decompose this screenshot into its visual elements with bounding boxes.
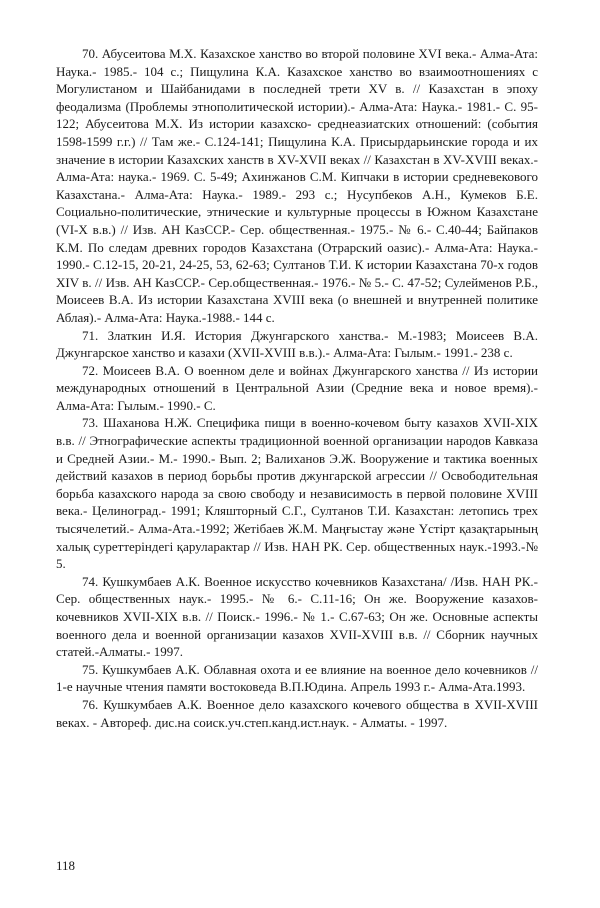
- reference-entry-75: 75. Кушкумбаев А.К. Облавная охота и ее влияние на военное дело кочевников // 1-е научные чтения памяти востоковеда В.П.Юдина. Апрель 1993 г.- Алма-Ата.1993.: [56, 661, 538, 695]
- reference-entry-73: 73. Шаханова Н.Ж. Специфика пищи в военно-кочевом быту казахов XVII-XIX в.в. // Этнографические аспекты традиционной военной организации народов Кавказа и Средней Азии.- М.- 1990.- Вып. 2; Валиханов Э.Ж. Вооружение и тактика военных действий казахов в период борьбы против джунгарской агрессии // Освободительная борьба казахского народа за свою свободу и независимость в первой половине XVIII века.- Целиноград.- 1991; Кляшторный С.Г., Султанов Т.И. Казахстан: летопись трех тысячелетий.- Алма-Ата.-1992; Жетібаев Ж.М. Маңғыстау және Үстірт қазақтарының халық суреттеріндегі қаруларактар // Изв. НАН РК. Сер. общественных наук.-1993.-№ 5.: [56, 415, 538, 572]
- bibliography-text: [56, 45, 538, 731]
- reference-entry-74: 74. Кушкумбаев А.К. Военное искусство кочевников Казахстана/ /Изв. НАН РК.- Сер. общественных наук.- 1995.- № 6.- С.11-16; Он же. Вооружение казахов-кочевников XVII-XIX в.в. // Поиск.- 1996.- № 1.- С.67-63; Он же. Основные аспекты военного дела и военной организации казахов XVII-XVIII в.в. // Сборник научных статей.-Алматы.- 1997.: [56, 573, 538, 660]
- page-number: 118: [56, 858, 76, 873]
- reference-entry-70: 70. Абусеитова М.Х. Казахское ханство во второй половине XVI века.- Алма-Ата: Наука.- 1985.- 104 с.; Пищулина К.А. Казахское ханство во взаимоотношениях с Могулистаном и Шайбанидами в последней трети XV в. // Казахстан в эпоху феодализма (Проблемы этнополитической истории).- Алма-Ата: Наука.- 1981.- С. 95-122; Абусеитова М.Х. Из истории казахско- среднеазиатских отношений: (события 1598-1599 г.г.) // Там же.- С.124-141; Пищулина К.А. Присырдарьинские города и их значение в истории Казахских ханств в XV-XVII веках // Казахстан в XV-XVIII веках.- Алма-Ата: наука.- 1969. С. 5-49; Ахинжанов С.М. Кипчаки в истории средневекового Казахстана.- Алма-Ата: Наука.- 1989.- 293 с.; Нусупбеков А.Н., Кумеков Б.Е. Социально-политические, этнические и культурные процессы в Южном Казахстане (VI-X в.в.) // Изв. АН КазССР.- Сер. общественная.- 1975.- № 6.- С.40-44; Байпаков К.М. По следам древних городов Казахстана (Отрарский оазис).- Алма-Ата: Наука.- 1990.- С.12-15, 20-21, 24-25, 53, 62-63; Султанов Т.И. К истории Казахстана 70-х годов XIV в. // Изв. АН КазССР.- Сер.общественная.- 1976.- № 5.- С. 47-52; Сулейменов Р.Б., Моисеев В.А. Из истории Казахстана XVIII века (о внешней и внутренней политике Аблая).- Алма-Ата: Наука.-1988.- 144 с.: [56, 46, 538, 325]
- reference-entry-76: 76. Кушкумбаев А.К. Военное дело казахского кочевого общества в XVII-XVIII веках. - Автореф. дис.на соиск.уч.степ.канд.ист.наук. - Алматы. - 1997.: [56, 696, 538, 730]
- reference-entry-71: 71. Златкин И.Я. История Джунгарского ханства.- М.-1983; Моисеев В.А. Джунгарское ханство и казахи (XVII-XVIII в.в.).- Алма-Ата: Гылым.- 1991.- 238 с.: [56, 327, 538, 361]
- reference-entry-72: 72. Моисеев В.А. О военном деле и войнах Джунгарского ханства // Из истории международных отношений в Центральной Азии (Средние века и новое время).- Алма-Ата: Гылым.- 1990.- С.: [56, 362, 538, 413]
